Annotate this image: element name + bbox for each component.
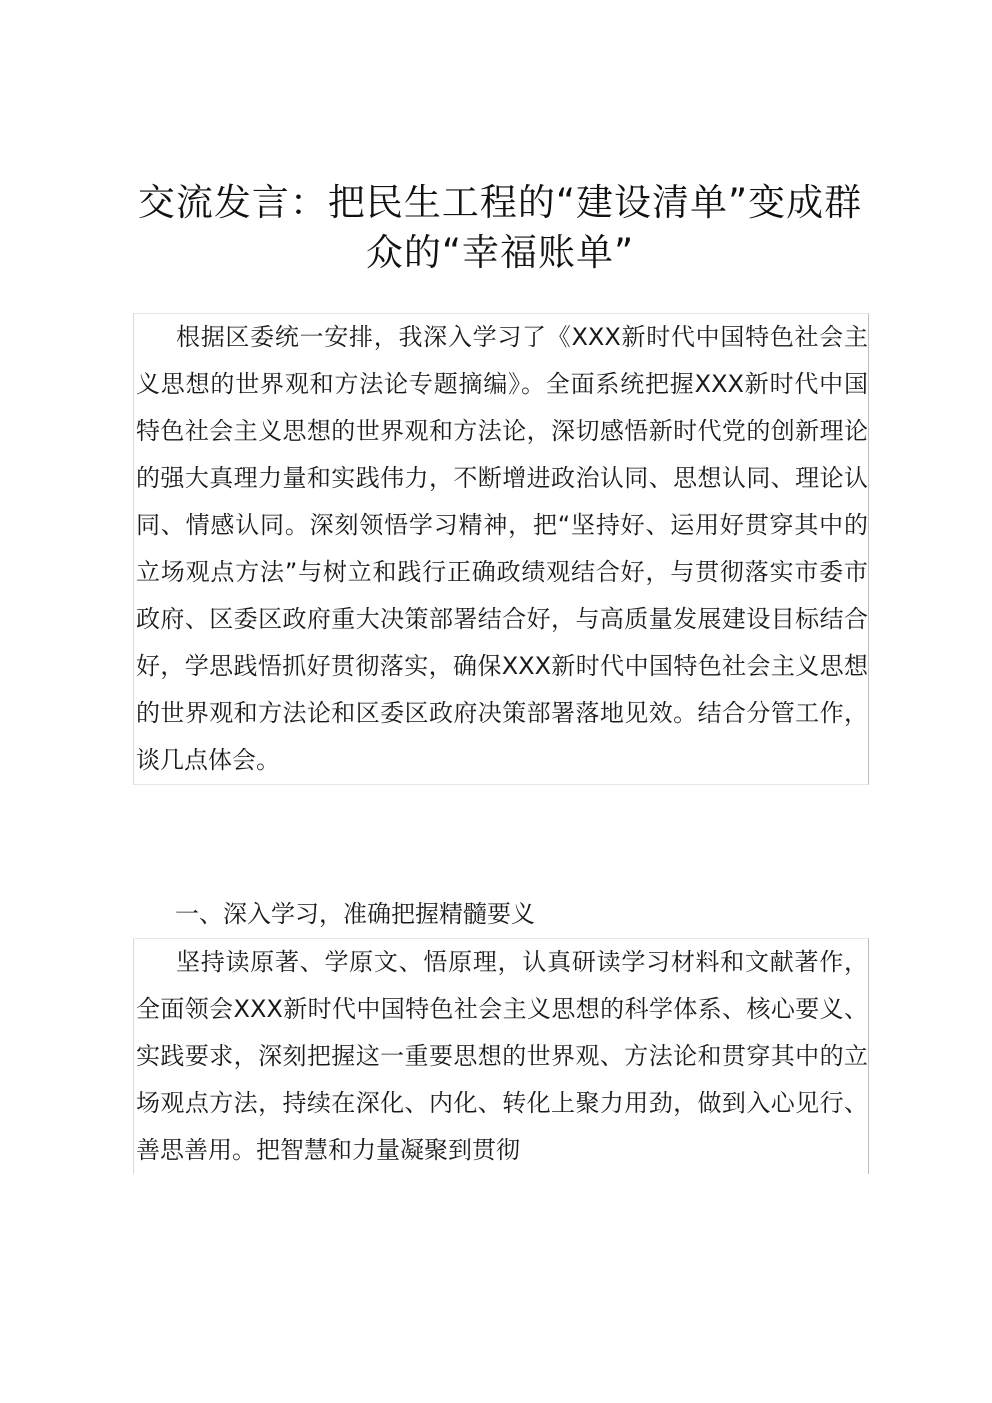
document-title: 交流发言：把民生工程的“建设清单”变成群众的“幸福账单” — [137, 181, 863, 274]
paragraph-block — [133, 313, 869, 785]
section-heading: 一、深入学习，准确把握精髓要义 — [175, 900, 535, 928]
body-paragraph: 坚持读原著、学原文、悟原理，认真研读学习材料和文献著作，全面领会XXX新时代中国特色社会主义思想的科学体系、核心要义、实践要求，深刻把握这一重要思想的世界观、方法论和贯穿其中的立场观点方法，持续在深化、内化、转化上聚力用劲，做到入心见行、善思善用。把智慧和力量凝聚到贯彻 — [136, 948, 868, 1164]
paragraph-block — [133, 938, 869, 1174]
body-paragraph: 根据区委统一安排，我深入学习了《XXX新时代中国特色社会主义思想的世界观和方法论专题摘编》。全面系统把握XXX新时代中国特色社会主义思想的世界观和方法论，深切感悟新时代党的创新理论的强大真理力量和实践伟力，不断增进政治认同、思想认同、理论认同、情感认同。深刻领悟学习精神，把“坚持好、运用好贯穿其中的立场观点方法”与树立和践行正确政绩观结合好，与贯彻落实市委市政府、区委区政府重大决策部署结合好，与高质量发展建设目标结合好，学思践悟抓好贯彻落实，确保XXX新时代中国特色社会主义思想的世界观和方法论和区委区政府决策部署落地见效。结合分管工作，谈几点体会。 — [136, 323, 868, 774]
